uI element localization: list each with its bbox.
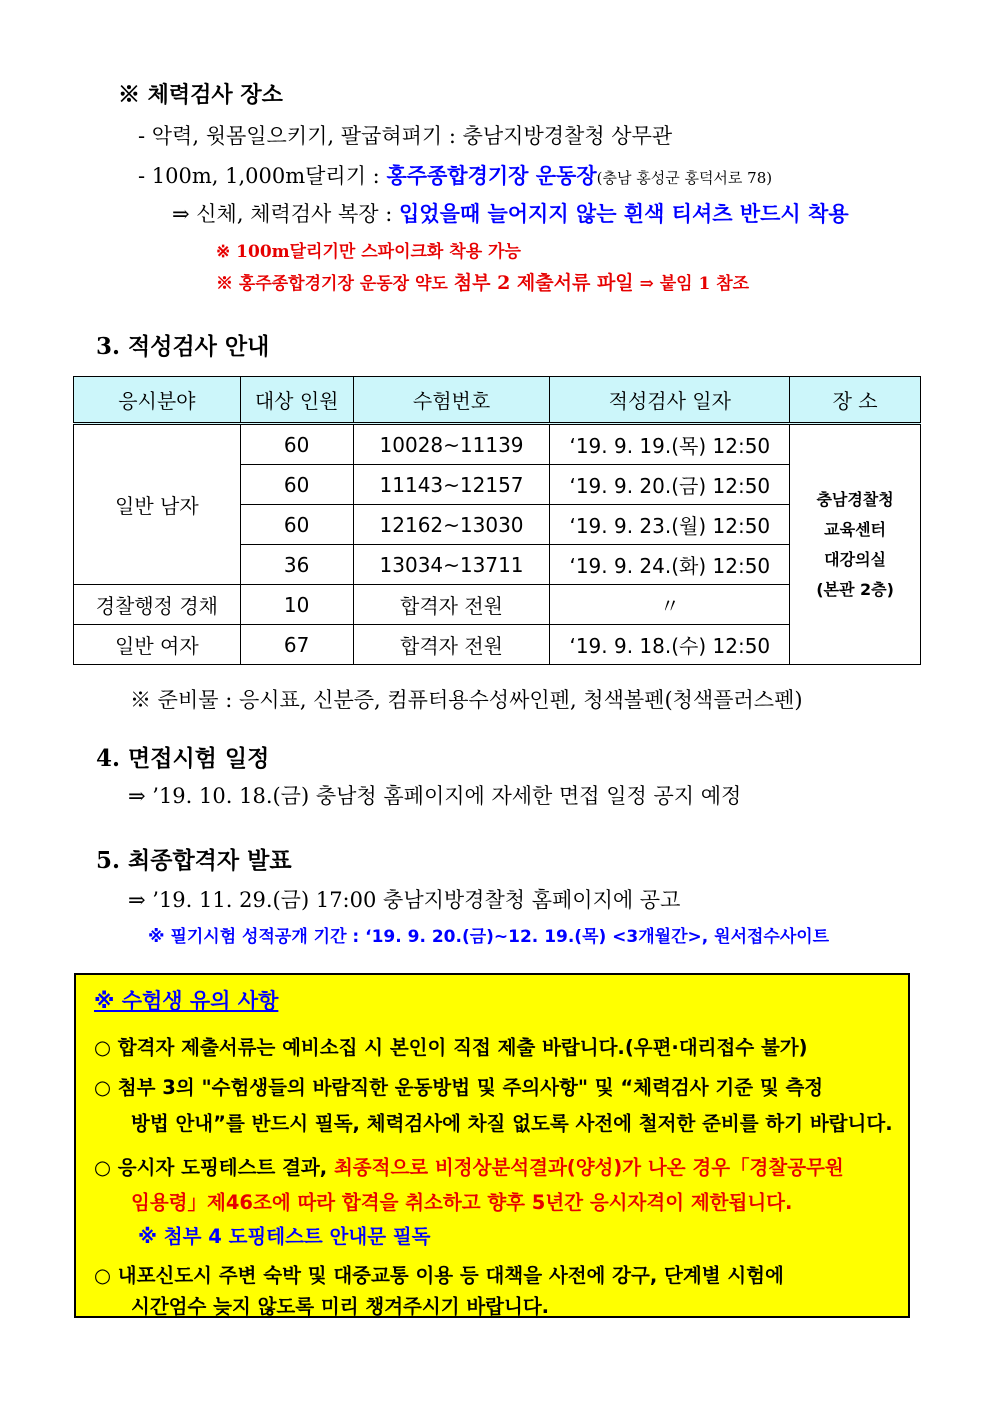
place-line: (본관 2층)	[816, 579, 894, 599]
stadium-address: (충남 홍성군 홍덕서로 78)	[596, 169, 773, 187]
interview-schedule-line: ⇒ ’19. 10. 18.(금) 충남청 홈페이지에 자세한 면접 일정 공지 예정	[128, 784, 742, 808]
exam-number-cell: 12162~13030	[353, 505, 550, 545]
test-date-cell: ‘19. 9. 24.(화) 12:50	[550, 545, 790, 585]
place-cell	[790, 424, 921, 665]
stadium-name: 홍주종합경기장 운동장	[386, 163, 597, 188]
spike-shoes-note: ※ 100m달리기만 스파이크화 착용 가능	[216, 242, 521, 262]
physical-test-location-title: ※ 체력검사 장소	[118, 82, 283, 108]
header-test-date: 적성검사 일자	[550, 377, 790, 424]
candidate-notice-box	[74, 973, 910, 1318]
field-general-male: 일반 남자	[74, 424, 241, 585]
count-cell: 36	[240, 545, 353, 585]
doping-prefix: ○ 응시자 도핑테스트 결과,	[94, 1156, 334, 1179]
header-place: 장 소	[790, 377, 921, 424]
test-date-cell: ‘19. 9. 18.(수) 12:50	[550, 625, 790, 665]
notice-item-doping-cont: 임용령」제46조에 따라 합격을 취소하고 향후 5년간 응시자격이 제한됩니다.	[131, 1191, 793, 1214]
header-exam-number: 수험번호	[353, 377, 550, 424]
table-row	[74, 424, 921, 465]
notice-item-lodging-cont: 시간엄수 늦지 않도록 미리 챙겨주시기 바랍니다.	[131, 1295, 550, 1318]
notice-item-exercise-guide: ○ 첨부 3의 "수험생들의 바람직한 운동방법 및 주의사항" 및 “체력검사 기준 및 측정	[94, 1076, 824, 1099]
exam-number-cell: 합격자 전원	[353, 585, 550, 625]
header-field: 응시분야	[74, 377, 241, 424]
dress-code-prefix: ⇒ 신체, 체력검사 복장 :	[172, 202, 400, 226]
count-cell: 10	[240, 585, 353, 625]
notice-title: ※ 수험생 유의 사항	[94, 989, 279, 1013]
aptitude-test-table	[73, 376, 921, 665]
doping-guide-note: ※ 첨부 4 도핑테스트 안내문 필독	[138, 1225, 431, 1248]
place-line: 충남경찰청	[816, 489, 894, 509]
exam-number-cell: 13034~13711	[353, 545, 550, 585]
count-cell: 67	[240, 625, 353, 665]
test-date-cell: 〃	[550, 585, 790, 625]
final-result-line: ⇒ ’19. 11. 29.(금) 17:00 충남지방경찰청 홈페이지에 공고	[128, 888, 681, 912]
exam-number-cell: 11143~12157	[353, 465, 550, 505]
place-line: 대강의실	[824, 549, 886, 569]
score-disclosure-note: ※ 필기시험 성적공개 기간 : ‘19. 9. 20.(금)~12. 19.(목) <3개월간>, 원서접수사이트	[148, 927, 830, 947]
attachment-reference: 첨부 2 제출서류 파일	[453, 272, 634, 294]
supplies-note: ※ 준비물 : 응시표, 신분증, 컴퓨터용수성싸인펜, 청색볼펜(청색플러스펜)	[130, 688, 803, 712]
dress-code-line	[172, 198, 849, 228]
stadium-map-note-suffix: ⇒ 붙임 1 참조	[633, 274, 750, 294]
interview-schedule-heading: 4. 면접시험 일정	[96, 745, 270, 772]
notice-item-doping	[94, 1152, 844, 1180]
dress-code-text: 입었을때 늘어지지 않는 흰색 티셔츠 반드시 착용	[399, 201, 849, 226]
aptitude-test-heading: 3. 적성검사 안내	[96, 333, 270, 360]
doping-warning: 최종적으로 비정상분석결과(양성)가 나온 경우「경찰공무원	[333, 1156, 844, 1179]
exam-number-cell: 합격자 전원	[353, 625, 550, 665]
table-header-row	[74, 377, 921, 424]
final-result-heading: 5. 최종합격자 발표	[96, 847, 292, 874]
exam-number-cell: 10028~11139	[353, 424, 550, 465]
field-police-admin: 경찰행정 경채	[74, 585, 241, 625]
test-date-cell: ‘19. 9. 19.(목) 12:50	[550, 424, 790, 465]
count-cell: 60	[240, 424, 353, 465]
notice-item-exercise-guide-cont: 방법 안내”를 반드시 필독, 체력검사에 차질 없도록 사전에 철저한 준비를 하기 바랍니다.	[131, 1112, 893, 1135]
notice-item-lodging: ○ 내포신도시 주변 숙박 및 대중교통 이용 등 대책을 사전에 강구, 단계별 시험에	[94, 1264, 784, 1287]
count-cell: 60	[240, 465, 353, 505]
test-date-cell: ‘19. 9. 20.(금) 12:50	[550, 465, 790, 505]
count-cell: 60	[240, 505, 353, 545]
strength-test-location: - 악력, 윗몸일으키기, 팔굽혀펴기 : 충남지방경찰청 상무관	[138, 124, 673, 148]
test-date-cell: ‘19. 9. 23.(월) 12:50	[550, 505, 790, 545]
place-line: 교육센터	[824, 519, 886, 539]
notice-item-documents: ○ 합격자 제출서류는 예비소집 시 본인이 직접 제출 바랍니다.(우편·대리접수 불가)	[94, 1036, 808, 1059]
running-test-prefix: - 100m, 1,000m달리기 :	[138, 164, 387, 188]
running-test-location	[138, 160, 772, 190]
field-general-female: 일반 여자	[74, 625, 241, 665]
header-count: 대상 인원	[240, 377, 353, 424]
stadium-map-note	[216, 268, 749, 295]
stadium-map-note-prefix: ※ 홍주종합경기장 운동장 약도	[216, 274, 454, 294]
